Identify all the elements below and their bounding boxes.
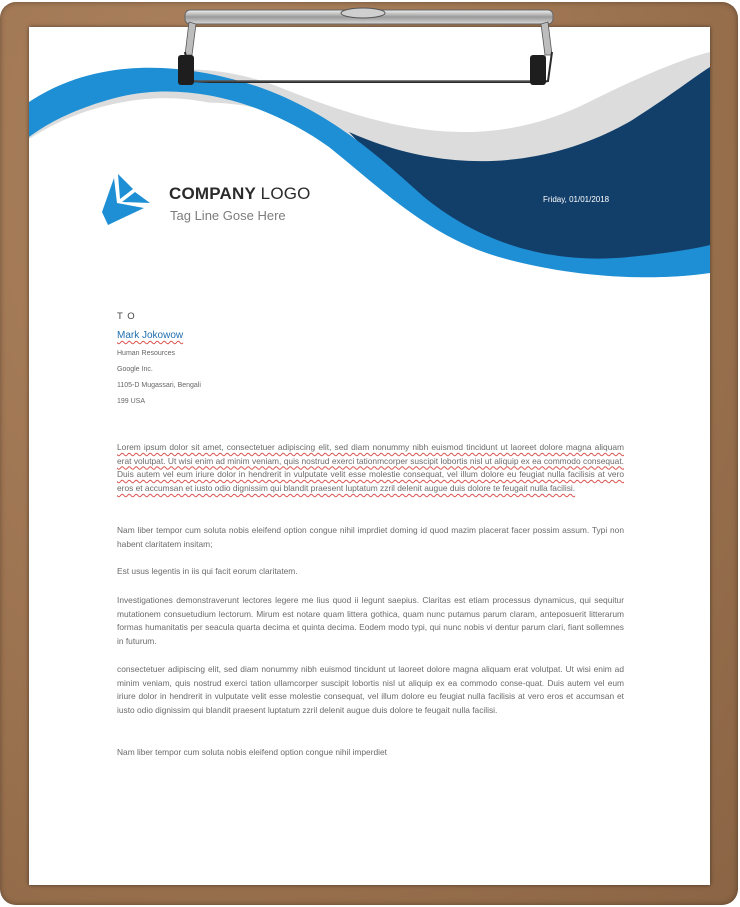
letter-date: Friday, 01/01/2018 [543, 195, 610, 204]
body-paragraph-5: consectetuer adipiscing elit, sed diam nonummy nibh euismod tincidunt ut laoreet dolore magna aliquam erat volutpat. Ut wisi enim ad minim veniam, quis nostrud exerci tation ullamcorper suscipit lobortis nisl ut aliquip ex ea commodo conse-quat. Duis autem vel eum iriure dolor in hendrerit in vulputate velit esse molestie consequat, vel illum dolore eu feugiat nulla facilisis at vero eros et accumsan et iusto odio dignissim qui blandit praesent luptatum zzril delenit augue duis dolore te feugait nulla facilisi. [117, 664, 624, 715]
body-paragraph-4: Investigationes demonstraverunt lectores legere me lius quod ii legunt saepius. Claritas est etiam processus dynamicus, qui sequitur mutationem consuetudium lectorum. Mirum est notare quam littera gothica, quam nunc putamus parum claram, anteposuerit litterarum formas humanitatis per seacula quarta decima et quinta decima. Eodem modo typi, qui nunc nobis vi dentur parum clari, fiant sollemnes in futurum. [117, 595, 624, 646]
body-paragraph-3: Est usus legentis in iis qui facit eorum claritatem. [117, 566, 298, 576]
company-logo-text [169, 184, 311, 204]
body-paragraph-6: Nam liber tempor cum soluta nobis eleifend option congue nihil imperdiet [117, 747, 388, 757]
recipient-department: Human Resources [117, 350, 175, 357]
company-name-bold: COMPANY [169, 184, 256, 203]
recipient-company: Google Inc. [117, 366, 153, 373]
recipient-street: 1105-D Mugassari, Bengali [117, 382, 201, 389]
recipient-name: Mark Jokowow [117, 330, 184, 341]
to-label: T O [117, 311, 136, 322]
company-tagline: Tag Line Gose Here [170, 208, 286, 223]
company-name-light: LOGO [260, 184, 311, 203]
header-wave-graphic [29, 27, 710, 287]
recipient-country: 199 USA [117, 398, 146, 405]
company-logo-icon [100, 172, 152, 227]
body-paragraph-1: Lorem ipsum dolor sit amet, consectetuer adipiscing elit, sed diam nonummy nibh euismod tincidunt ut laoreet dolore magna aliquam erat volutpat. Ut wisi enim ad minim veniam, quis nostrud exerci tationmcorper suscipit lobortis nisl ut aliquip ex ea commodo consequat. Duis autem vel eum iriure dolor in hendrerit in vulputate velit esse molestie consequat, vel illum dolore eu feugiat nulla facilisis at vero eros et accumsan et iusto odio dignissim qui blandit praesent luptatum zzril delenit augue duis dolore te feugait nulla facilisi. [117, 442, 624, 493]
letterhead-paper [29, 27, 710, 885]
body-paragraph-2: Nam liber tempor cum soluta nobis eleifend option congue nihil imprdiet doming id quod mazim placerat facer possim assum. Typi non habent claritatem insitam; [117, 525, 624, 549]
